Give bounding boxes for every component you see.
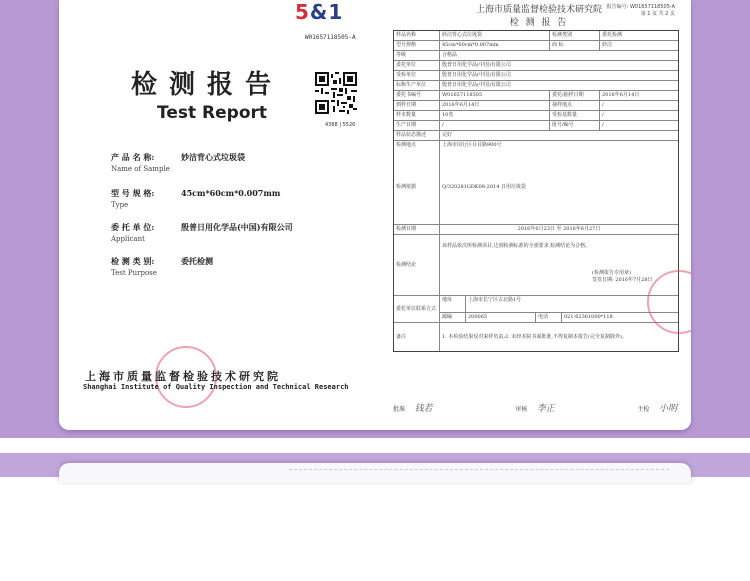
field-sample-name: 产 品 名 称: 妙洁背心式垃圾袋 Name of Sample [111, 152, 245, 173]
field-type: 型 号 规 格: 45cm*60cm*0.007mm Type [111, 188, 281, 209]
table-cell: 等级 [394, 51, 440, 60]
approve-signature: 钱若 [414, 404, 433, 414]
table-cell: 标称生产单位 [394, 81, 440, 90]
table-cell: 殷普日用化学品(中国)有限公司 [442, 62, 511, 68]
title-english: Test Report [157, 103, 268, 123]
table-cell: 完好 [442, 132, 453, 138]
table-cell: 批号/编号 [550, 121, 600, 130]
second-sheet-edge [59, 463, 691, 483]
institute-logo: 5&1 [295, 0, 344, 24]
table-cell: 上海市闵行区目目路900号 [442, 142, 502, 148]
audit-signature: 李正 [536, 404, 555, 414]
table-cell: / [440, 121, 550, 130]
report-table [393, 30, 679, 352]
table-cell: 殷普日用化学品(中国)有限公司 [442, 72, 511, 78]
qr-caption: 4368 | 5526 [325, 122, 356, 128]
table-cell: 委托单位 [394, 61, 440, 70]
table-cell: 样本数量 [394, 111, 440, 120]
table-cell: 受检单位 [394, 71, 440, 80]
table-cell: 抽样地点 [550, 101, 600, 110]
field-test-purpose: 检 测 类 别: 委托检测 Test Purpose [111, 256, 213, 277]
table-cell: 到样日期 [394, 101, 440, 110]
table-cell: 样品名称 [394, 31, 440, 40]
table-cell: W01657118505 [440, 91, 550, 100]
table-row-address: 地址 上海市长宁区古北路1号 [440, 296, 678, 313]
table-cell: / [602, 122, 604, 128]
table-cell: 45cm*60cm*0.007mm [440, 41, 550, 50]
certificate-sheet [59, 0, 691, 430]
table-cell: 委托书编号 [394, 91, 440, 100]
table-row-contact: 委托单位联系方式 地址 上海市长宁区古北路1号 邮编 200065 电话 021-62361000*118 [394, 296, 678, 323]
table-cell: 样品状态描述 [394, 131, 440, 140]
table-cell: 合格品 [442, 52, 458, 58]
table-cell: 检测类别 [550, 31, 600, 40]
form-header-title: 检 测 报 告 [509, 18, 569, 28]
audit-label: 审核 [515, 406, 528, 413]
table-cell: / [602, 102, 604, 108]
signature-row [393, 401, 677, 414]
institute-name-chinese: 上海市质量监督检验技术研究院 [85, 370, 281, 383]
table-row [394, 81, 678, 91]
table-cell: 妙洁 [602, 42, 613, 48]
table-cell: 委托/抽样日期 [550, 91, 600, 100]
table-row [394, 121, 678, 131]
field-applicant: 委 托 单 位: 殷普日用化学品(中国)有限公司 Applicant [111, 222, 293, 243]
table-cell: / [602, 112, 604, 118]
table-row [394, 141, 678, 150]
table-cell: 生产日期 [394, 121, 440, 130]
title-chinese: 检测报告 [131, 70, 284, 100]
table-cell: 妙洁背心式垃圾袋 [440, 31, 550, 40]
table-row [394, 31, 678, 41]
table-row-postcode: 邮编 200065 电话 021-62361000*118 [442, 314, 613, 320]
table-cell: 10卷 [440, 111, 550, 120]
table-row [394, 101, 678, 111]
report-serial: W01657118505-A [305, 34, 356, 41]
table-row [394, 61, 678, 71]
table-cell: 殷普日用化学品(中国)有限公司 [442, 82, 511, 88]
table-row [394, 51, 678, 61]
qr-code-icon [315, 72, 357, 114]
table-cell: 型号规格 [394, 41, 440, 50]
table-row [394, 41, 678, 51]
table-row-period: 检测日期 2016年6月23日 至 2016年6月27日 [394, 225, 678, 235]
table-row-basis: 检测依据 Q/320281GDK08-2014 日用垃圾袋 [394, 150, 678, 225]
institute-name-english: Shanghai Institute of Quality Inspection and Technical Research [83, 383, 349, 391]
table-cell: 商 标 [550, 41, 600, 50]
form-header-institute: 上海市质量监督检验技术研究院 [475, 5, 602, 15]
table-row [394, 111, 678, 121]
table-cell: 检测地点 [394, 141, 440, 150]
form-header-number: 报告编号: W01657118505-A 第 1 页 共 2 页 [606, 4, 675, 17]
table-cell: 委托检测 [602, 32, 623, 38]
table-row-conclusion: 检测结论 该样品依次所检测项目,达到检测标准的全部要求,检测结论为合格。 (检测报告专用章) 签发日期: 2016年7月28日 [394, 235, 678, 296]
main-inspector-signature: 小明 [658, 404, 677, 414]
table-cell: 2016年6月14日 [602, 92, 640, 98]
approve-label: 批准 [393, 406, 406, 413]
table-row [394, 71, 678, 81]
main-inspector-label: 主检 [637, 406, 650, 413]
table-row [394, 91, 678, 101]
table-row-remark: 备注 1. 本检验结果仅对来样负责;2. 未经本院书面批准,不得复制本报告(完全复制除外)。 [394, 323, 678, 351]
table-cell: 2016年6月14日 [440, 101, 550, 110]
table-row [394, 131, 678, 141]
table-cell: 受检基数量 [550, 111, 600, 120]
